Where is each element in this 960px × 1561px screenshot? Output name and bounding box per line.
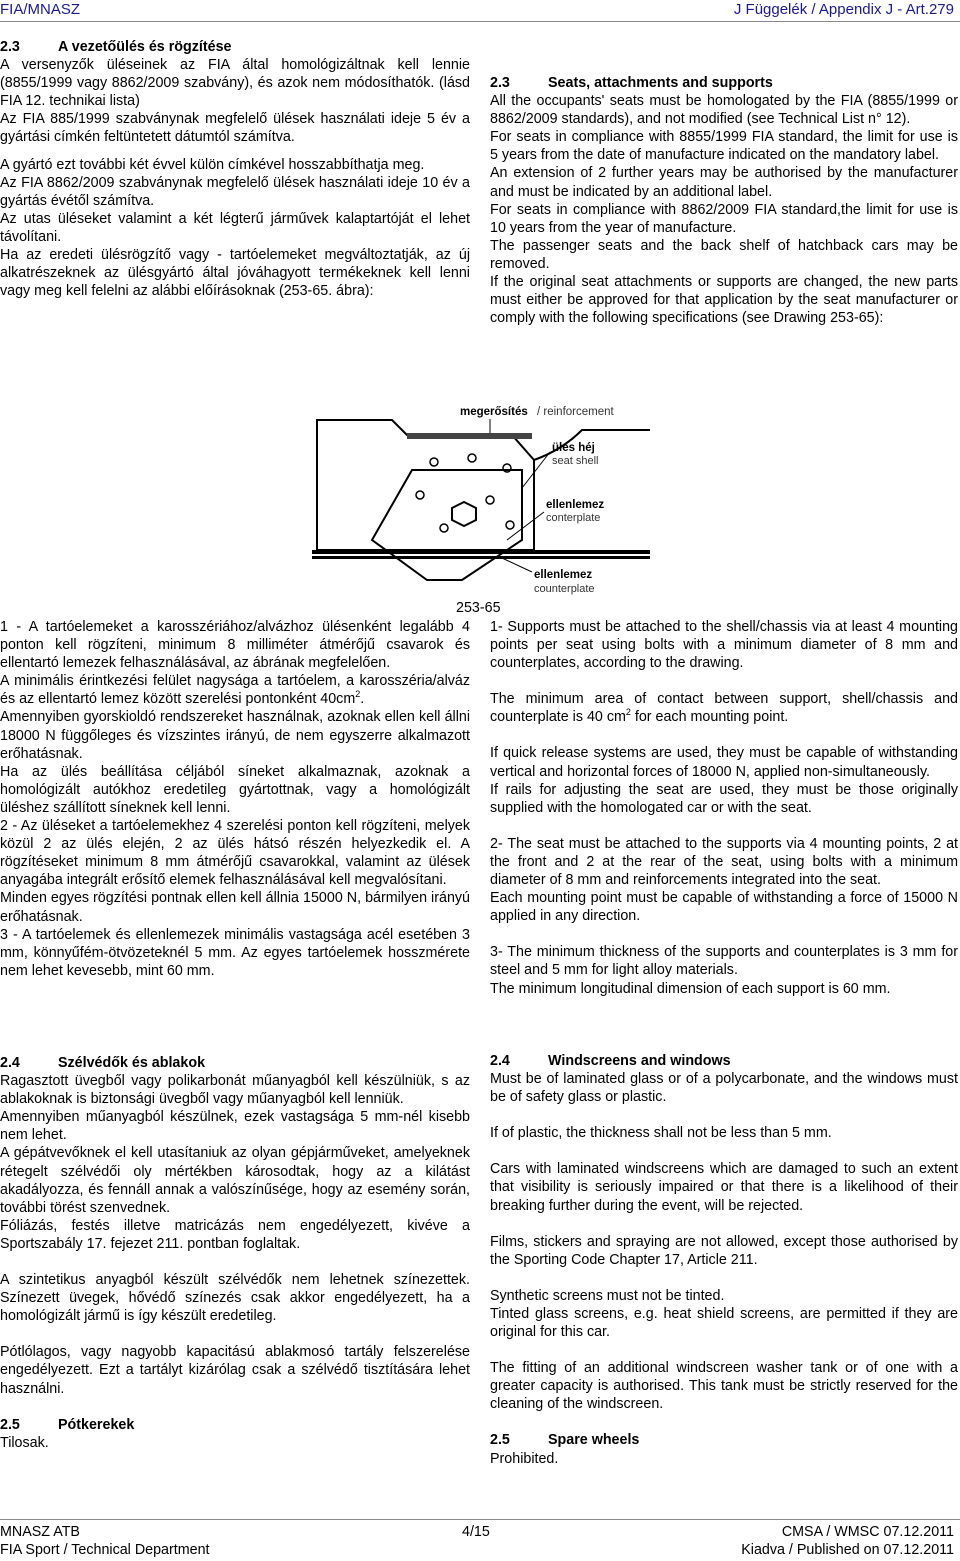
bolt-head [452,502,476,526]
en-paragraph: Cars with laminated windscreens which are damaged to such an extent that visibility is seriously impaired or that there is a likelihood of their breaking further during the event, will be rejected. [490,1161,958,1214]
hu-paragraph: Az FIA 8862/2009 szabványnak megfelelő ülések használati ideje 10 év a gyártás évétől számítva. [0,174,470,209]
label-counterplate2-en: counterplate [534,583,595,595]
en-paragraph: If the original seat attachments or supports are changed, the new parts must either be approved for that application by the seat manufacturer or comply with the following specifications (see Drawing 253-65): [490,274,958,327]
en-paragraph: If quick release systems are used, they must be capable of withstanding vertical and horizontal forces of 18000 N, applied non-simultaneously. [490,745,958,780]
header-right: J Függelék / Appendix J - Art.279 [733,1,954,18]
en-paragraph: Each mounting point must be capable of withstanding a force of 15000 N applied in any direction. [490,890,958,925]
hu-seat-specs [0,618,470,980]
en-paragraph: All the occupants' seats must be homologated by the FIA (8855/1999 or 8862/2009 standards), and not modified (see Technical List n° 12). [490,93,958,128]
hu-paragraph: Ragasztott üvegből vagy polikarbonát műanyagból kell készülniük, s az ablakoknak is biztonsági üvegből vagy műanyagból kell lenniük. [0,1073,470,1108]
counterplate-plate [312,556,650,559]
hu-paragraph: Ha az ülés beállítása céljából síneket alkalmaznak, azoknak a homológizált autókhoz eredetileg gyártottnak, vagy a homológizált üléshez szállított síneknek kell lenni. [0,763,470,816]
seat-shell-shape [317,420,534,550]
footer-right [741,1523,954,1559]
floor-plate [312,550,650,554]
en-paragraph: 3- The minimum thickness of the supports and counterplates is 3 mm for steel and 5 mm for light alloy materials. [490,944,958,979]
footer-left-2: FIA Sport / Technical Department [0,1542,210,1558]
bolt-hole [416,491,424,499]
footer-page-number: 4/15 [462,1524,490,1540]
en-heading-2-3: 2.3 Seats, attachments and supports [490,75,773,91]
en-paragraph: 2- The seat must be attached to the supports via 4 mounting points, 2 at the front and 2 at the rear of the seat, using bolts with a minimum diameter of 8 mm and reinforcements integrated into the seat. [490,835,958,889]
diagram-caption: 253-65 [456,600,501,616]
en-heading-2-5: 2.5 Spare wheels [490,1432,640,1449]
en-paragraph: The minimum area of contact between support, shell/chassis and counterplate is 40 $cm^2$ for each mounting point. [490,691,958,726]
en-paragraph: The fitting of an additional windscreen washer tank or of one with a greater capacity is authorised. This tank must be strictly reserved for the cleaning of the windscreen. [490,1360,958,1413]
bolt-hole [468,454,476,462]
label-counterplate2-hu: ellenlemez [534,569,593,581]
en-heading-2-4: 2.4 Windscreens and windows [490,1053,731,1069]
hu-paragraph: Az FIA 885/1999 szabványnak megfelelő ülések használati ideje 5 év a gyártási címkén feltüntetett dátumtól számítva. [0,111,470,146]
label-shell-hu: ülés héj [552,442,595,454]
label-reinforcement-hu: megerősítés [460,406,528,418]
en-paragraph: Synthetic screens must not be tinted. [490,1287,725,1304]
hu-paragraph: Minden egyes rögzítési pontnak ellen kell állnia 15000 N, bármilyen irányú erőhatásnak. [0,890,470,925]
en-section-2-3 [490,74,958,327]
en-paragraph: Films, stickers and spraying are not allowed, except those authorised by the Sporting Code Chapter 17, Article 211. [490,1233,958,1268]
en-paragraph: For seats in compliance with 8862/2009 FIA standard,the limit for use is 10 years from the year of manufacture. [490,201,958,236]
en-paragraph: If of plastic, the thickness shall not be less than 5 mm. [490,1125,832,1142]
en-paragraph: An extension of 2 further years may be authorised by the manufacturer and must be indicated by an additional label. [490,165,958,200]
hu-paragraph: A minimális érintkezési felület nagysága a tartóelem, a karosszéria/alváz és az ellentartó lemez között szerelési pontonként $40cm^2$. [0,673,470,708]
hu-paragraph: Az utas üléseket valamint a két légterű járművek kalaptartóját el lehet távolítani. [0,210,470,245]
bolt-hole [486,496,494,504]
hu-paragraph: Amennyiben műanyagból készülnek, ezek vastagsága 5 mm-nél kisebb nem lehet. [0,1109,470,1144]
label-reinforcement-en: / reinforcement [537,406,614,418]
label-shell-en: seat shell [552,455,599,467]
seat-mounting-diagram [312,400,650,600]
bolt-hole [440,524,448,532]
bolt-hole [506,521,514,529]
footer-rule [0,1519,960,1520]
page-header [0,0,960,20]
header-left: FIA/MNASZ [0,1,81,18]
hu-paragraph: 3 - A tartóelemek és ellenlemezek minimális vastagsága acél esetében 3 mm, könnyűfém-ötvözeteknél 5 mm. Az egyes tartóelemek hosszmérete nem lehet kevesebb, mint 60 mm. [0,926,470,979]
footer-left-1: MNASZ ATB [0,1524,80,1540]
hu-heading-2-3: 2.3 A vezetőülés és rögzítése [0,39,232,55]
hu-paragraph: Pótlólagos, vagy nagyobb kapacitású ablakmosó tartály felszerelése engedélyezett. Ezt a tartályt kizárólag csak a szélvédő tisztítására lehet használni. [0,1344,470,1397]
hu-paragraph: A gépátvevőknek el kell utasítaniuk az olyan gépjárműveket, amelyeknek rétegelt szélvédői oly mértékben károsodtak, hogy az a kilátást akadályozza, és fennáll annak a valószínűsége, hogy az esemény során, további törést szenvednek. [0,1145,470,1216]
hu-paragraph: A versenyzők üléseinek az FIA által homológizáltnak kell lennie (8855/1999 vagy 8862/2009 szabvány), és azok nem módosíthatók. (lásd FIA 12. technikai lista) [0,57,470,110]
hu-paragraph: Amennyiben gyorskioldó rendszereket használnak, azoknak ellen kell állni 18000 N függőleges és vízszintes irányú, de nem egyszerre alkalmazott erőhatásnak. [0,709,470,762]
hu-section-2-4 [0,1054,470,1452]
en-paragraph: The passenger seats and the back shelf of hatchback cars may be removed. [490,237,958,272]
footer-right-2: Kiadva / Published on 07.12.2011 [741,1542,954,1558]
reinforcement-plate [407,433,532,439]
en-paragraph: For seats in compliance with 8855/1999 FIA standard, the limit for use is 5 years from the date of manufacture indicated on the mandatory label. [490,129,958,164]
en-paragraph: The minimum longitudinal dimension of each support is 60 mm. [490,980,891,997]
hu-paragraph: Ha az eredeti ülésrögzítő vagy - tartóelemeket megváltoztatják, az új alkatrészeknek az ülésgyártó által jóváhagyott termékeknek kell lenni vagy meg kell felelni az alábbi előírásoknak (253-65. ábra): [0,247,470,300]
en-paragraph: Prohibited. [490,1450,559,1467]
hu-paragraph: A szintetikus anyagból készült szélvédők nem lehetnek színezettek. Színezett üvegek, hővédő színezés csak akkor engedélyezett, ha a homológizált jármű is így készült eredetileg. [0,1272,470,1325]
en-section-2-4 [490,1052,958,1468]
label-counterplate1-en: conterplate [546,512,601,524]
en-paragraph: Tinted glass screens, e.g. heat shield screens, are permitted if they are original for this car. [490,1305,958,1341]
hu-heading-2-4: 2.4 Szélvédők és ablakok [0,1055,206,1071]
hu-paragraph: A gyártó ezt további két évvel külön címkével hosszabbíthatja meg. [0,156,425,173]
en-paragraph: If rails for adjusting the seat are used, they must be those originally supplied with the homologated car or with the seat. [490,781,958,816]
label-counterplate1-hu: ellenlemez [546,499,605,511]
footer-left [0,1523,210,1559]
en-paragraph: 1- Supports must be attached to the shell/chassis via at least 4 mounting points per seat using bolts with a minimum diameter of 8 mm and counterplates, according to the drawing. [490,619,958,672]
hu-paragraph: Fóliázás, festés illetve matricázás nem engedélyezett, kivéve a Sportszabály 17. fejezet 211. pontban foglaltak. [0,1217,470,1252]
bolt-hole [430,458,438,466]
en-paragraph: Must be of laminated glass or of a polycarbonate, and the windows must be of safety glass or plastic. [490,1071,958,1106]
header-rule [0,21,960,22]
hu-paragraph: 2 - Az üléseket a tartóelemekhez 4 szerelési ponton kell rögzíteni, melyek közül 2 az ülés elején, 2 az ülés hátsó részén helyezkedik el. A rögzítéseket minimum 8 mm átmérőjű csavarokkal, valamint az ülések anyagába integrált erősítő elemek felhasználásával kell megvalósítani. [0,818,470,889]
hu-paragraph: Tilosak. [0,1434,49,1451]
footer-right-1: CMSA / WMSC 07.12.2011 [781,1524,954,1540]
hu-heading-2-5: 2.5 Pótkerekek [0,1416,135,1433]
hu-paragraph: 1 - A tartóelemeket a karosszériához/alvázhoz ülésenként legalább 4 ponton kell rögzíteni, minimum 8 milliméter átmérőjű csavarok és ellentartó lemezek felhasználásával, az ábrának megfelelően. [0,619,470,672]
en-seat-specs [490,618,958,998]
hu-section-2-3 [0,38,470,300]
